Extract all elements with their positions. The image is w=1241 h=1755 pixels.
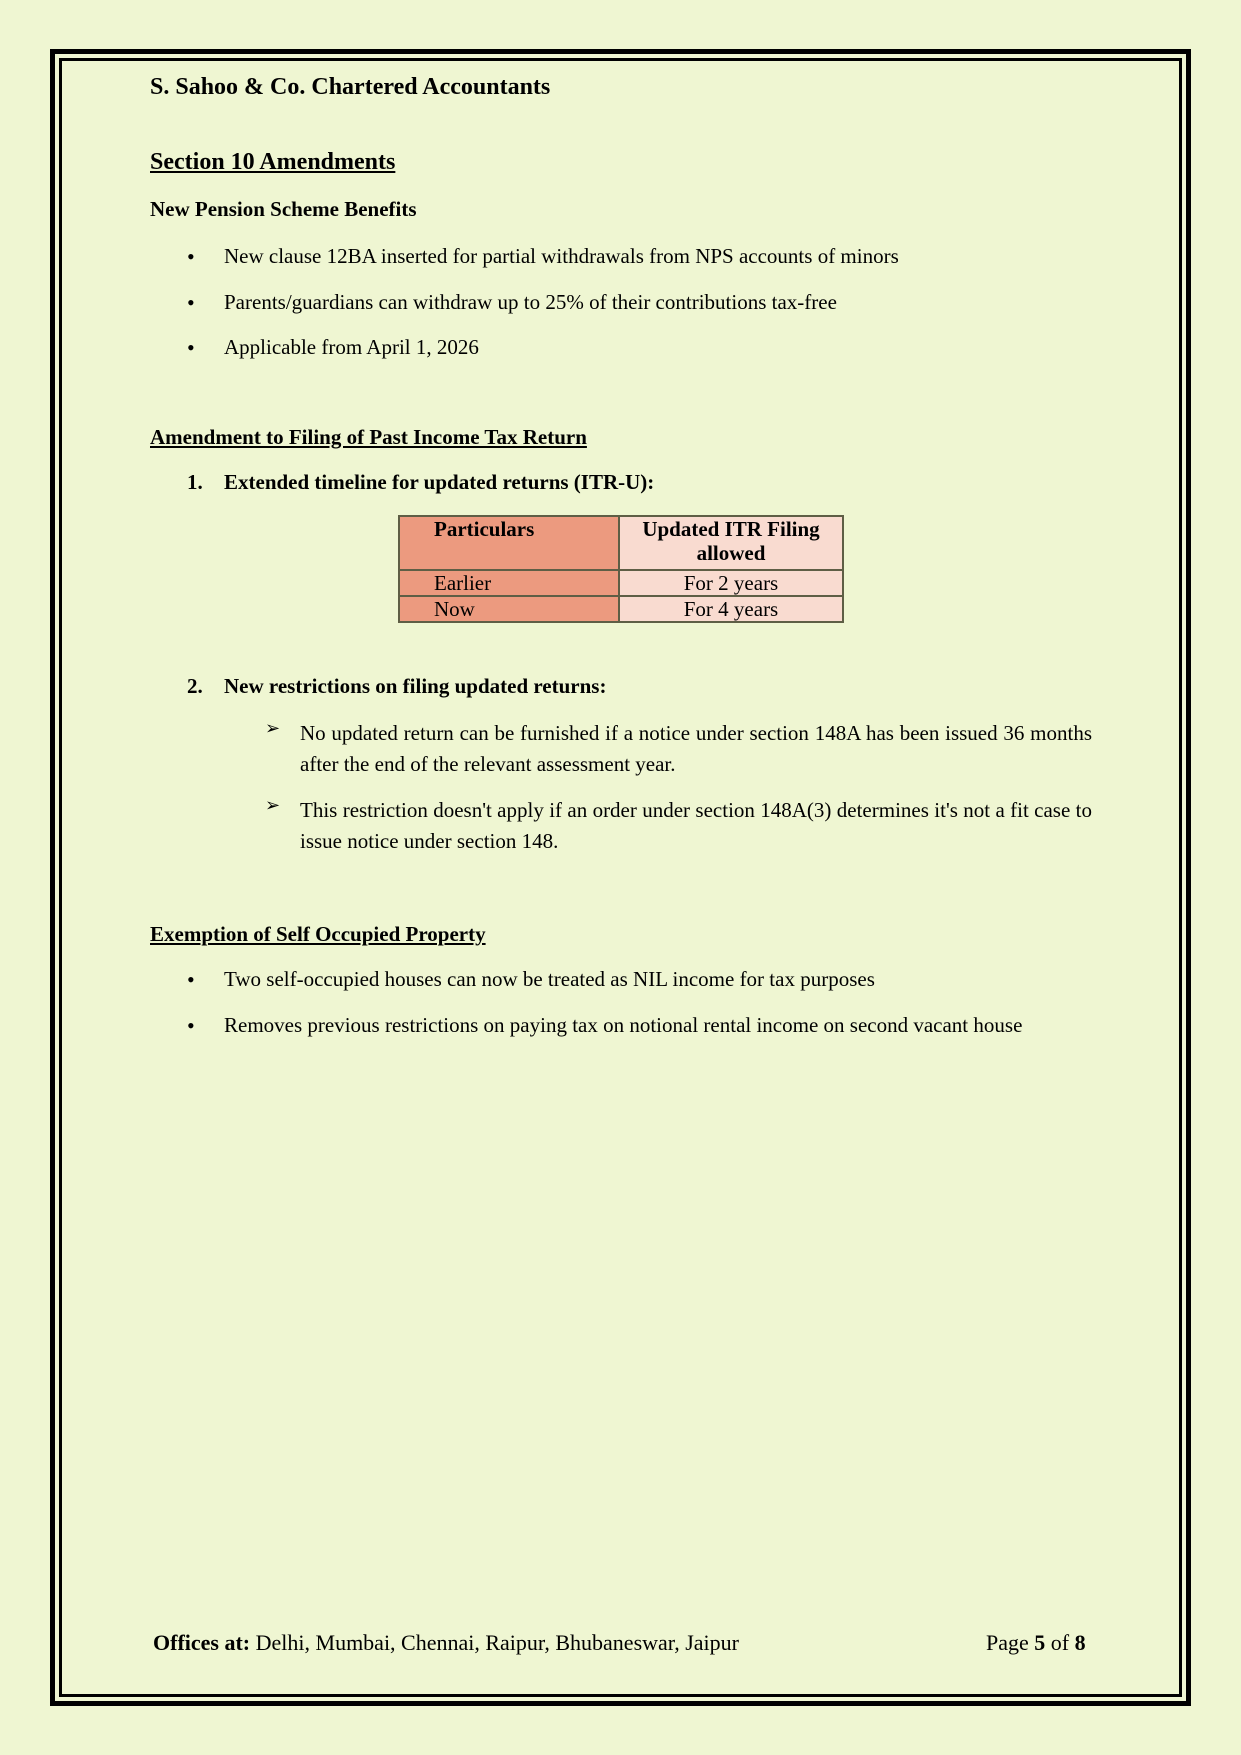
arrow-bullet-icon: ➢	[265, 795, 281, 815]
table-header-row	[399, 516, 843, 570]
bullet-icon: •	[187, 967, 195, 992]
item-number: 1.	[187, 470, 203, 494]
offices-label: Offices at:	[153, 1630, 251, 1655]
arrow-bullet-icon: ➢	[265, 718, 281, 738]
restriction-text: This restriction doesn't apply if an order under section 148A(3) determines it's not a fit case to issue notice under section 148.	[300, 798, 1092, 853]
bullet-icon: •	[187, 1013, 195, 1038]
item-text: New restrictions on filing updated returns:	[224, 674, 607, 698]
offices-list: Delhi, Mumbai, Chennai, Raipur, Bhubaneswar, Jaipur	[255, 1630, 739, 1655]
table-row	[399, 596, 843, 622]
table-cell: Now	[399, 596, 619, 622]
table-cell: Earlier	[399, 570, 619, 596]
list-item-text: Parents/guardians can withdraw up to 25% of their contributions tax-free	[224, 290, 837, 314]
table-header-cell: Particulars	[399, 516, 619, 570]
table-cell: For 4 years	[619, 596, 843, 622]
item-text: Extended timeline for updated returns (ITR-U):	[224, 470, 655, 494]
itr-timeline-table	[398, 515, 844, 623]
page-current: 5	[1034, 1630, 1046, 1655]
section10-heading: Section 10 Amendments	[150, 149, 396, 175]
page-number	[986, 1630, 1086, 1656]
firm-name: S. Sahoo & Co. Chartered Accountants	[150, 74, 551, 100]
bullet-icon: •	[187, 290, 195, 315]
table-cell: For 2 years	[619, 570, 843, 596]
past-return-heading: Amendment to Filing of Past Income Tax Return	[150, 425, 587, 449]
page-of: of	[1050, 1630, 1070, 1655]
list-item-text: Two self-occupied houses can now be treated as NIL income for tax purposes	[224, 967, 875, 991]
item-number: 2.	[187, 674, 203, 698]
bullet-icon: •	[187, 244, 195, 269]
list-item-text: Applicable from April 1, 2026	[224, 335, 479, 359]
list-item-text: Removes previous restrictions on paying tax on notional rental income on second vacant house	[224, 1013, 1023, 1037]
footer-offices	[153, 1630, 739, 1656]
self-occupied-heading: Exemption of Self Occupied Property	[150, 922, 486, 946]
table-row	[399, 570, 843, 596]
nps-subheading: New Pension Scheme Benefits	[150, 197, 417, 221]
page-prefix: Page	[986, 1630, 1029, 1655]
page-total: 8	[1074, 1630, 1086, 1655]
bullet-icon: •	[187, 335, 195, 360]
restriction-text: No updated return can be furnished if a notice under section 148A has been issued 36 months after the end of the relevant assessment year.	[300, 721, 1092, 776]
list-item-text: New clause 12BA inserted for partial withdrawals from NPS accounts of minors	[224, 244, 899, 268]
table-header-cell: Updated ITR Filing allowed	[619, 516, 843, 570]
